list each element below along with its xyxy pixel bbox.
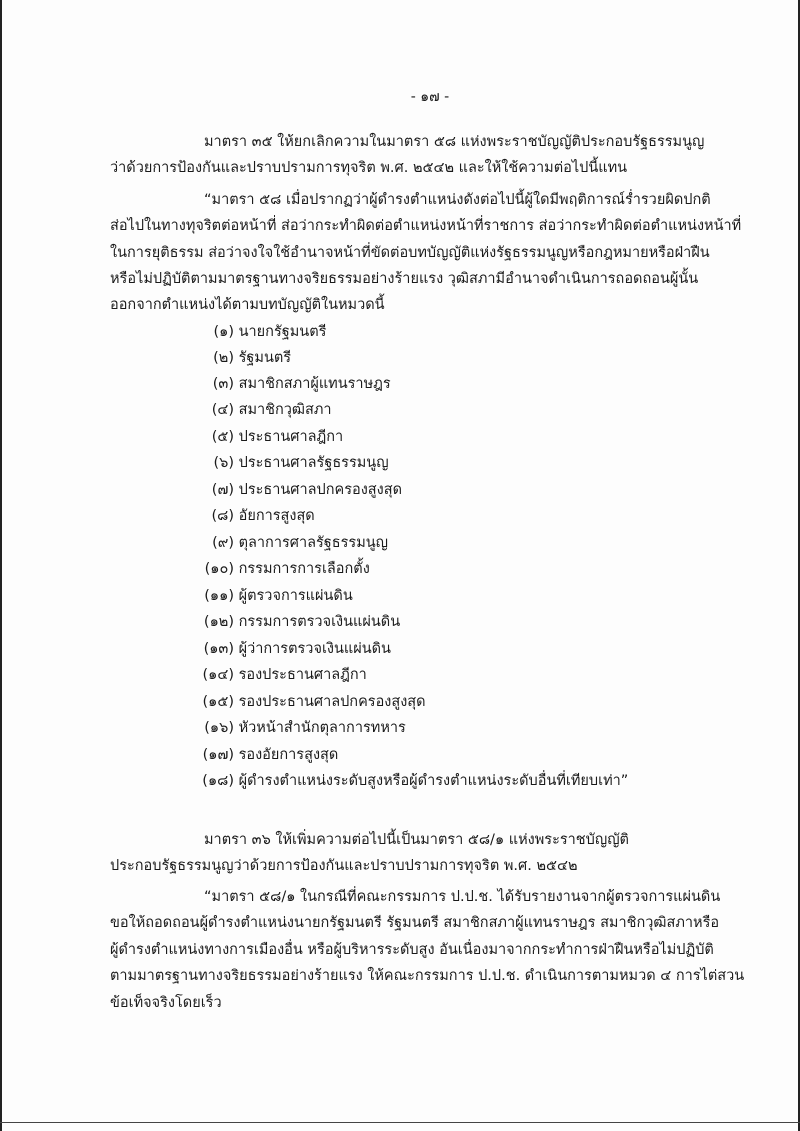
article58-1-line-3: ผู้ดำรงตำแหน่งทางการเมืองอื่น หรือผู้บริหารระดับสูง อันเนื่องมาจากกระทำการฝ่าฝืนหรือไม่ปฏิบัติ — [110, 942, 714, 958]
list-item — [202, 692, 425, 712]
list-item-text: ผู้ดำรงตำแหน่งระดับสูงหรือผู้ดำรงตำแหน่งระดับอื่นที่เทียบเท่า” — [238, 773, 629, 789]
list-item — [202, 771, 628, 791]
list-item-number: (๗) — [211, 482, 234, 498]
list-item-number: (๔) — [211, 402, 234, 418]
list-item-text: รองประธานศาลฎีกา — [238, 667, 367, 683]
list-item-number: (๑๒) — [203, 614, 234, 630]
list-item-number: (๖) — [213, 455, 234, 471]
article58-line-4: หรือไม่ปฏิบัติตามมาตรฐานทางจริยธรรมอย่างร้ายแรง วุฒิสภามีอำนาจดำเนินการถอดถอนผู้นั้น — [110, 271, 699, 287]
list-item — [202, 612, 400, 632]
list-item-number: (๒) — [213, 350, 234, 366]
list-item-number: (๑๑) — [204, 588, 234, 604]
article58-1-line-5: ข้อเท็จจริงโดยเร็ว — [110, 995, 222, 1011]
list-item-text: กรรมการตรวจเงินแผ่นดิน — [238, 614, 401, 630]
list-item-text: ตุลาการศาลรัฐธรรมนูญ — [238, 535, 389, 551]
article58-1-line-4: ตามมาตรฐานทางจริยธรรมอย่างร้ายแรง ให้คณะกรรมการ ป.ป.ช. ดำเนินการตามหมวด ๔ การไต่สวน — [110, 968, 745, 984]
list-item-number: (๘) — [211, 508, 234, 524]
list-item — [202, 533, 388, 553]
list-item-number: (๑๐) — [204, 561, 234, 577]
list-item-text: กรรมการการเลือกตั้ง — [238, 561, 370, 577]
article58-1-line-1: “มาตรา ๕๘/๑ ในกรณีที่คณะกรรมการ ป.ป.ช. ได้รับรายงานจากผู้ตรวจการแผ่นดิน — [204, 889, 721, 905]
list-item-number: (๑๖) — [204, 720, 234, 736]
list-item — [202, 348, 291, 368]
article58-line-3: ในการยุติธรรม ส่อว่าจงใจใช้อำนาจหน้าที่ขัดต่อบทบัญญัติแห่งรัฐธรรมนูญหรือกฎหมายหรือฝ่าฝืน — [110, 245, 710, 261]
list-item — [202, 374, 390, 394]
section35-line-2: ว่าด้วยการป้องกันและปราบปรามการทุจริต พ.ศ. ๒๕๔๒ และให้ใช้ความต่อไปนี้แทน — [110, 160, 628, 176]
list-item — [202, 559, 370, 579]
list-item-number: (๑๕) — [202, 694, 234, 710]
list-item — [202, 506, 314, 526]
section36-line-1: มาตรา ๓๖ ให้เพิ่มความต่อไปนี้เป็นมาตรา ๕๘/๑ แห่งพระราชบัญญัติ — [204, 832, 629, 848]
list-item-number: (๙) — [212, 535, 234, 551]
section36-line-2: ประกอบรัฐธรรมนูญว่าด้วยการป้องกันและปราบปรามการทุจริต พ.ศ. ๒๕๔๒ — [110, 858, 578, 874]
list-item-text: รัฐมนตรี — [238, 350, 292, 366]
list-item-text: สมาชิกวุฒิสภา — [238, 402, 332, 418]
list-item — [202, 665, 366, 685]
list-item — [202, 400, 331, 420]
list-item — [202, 586, 352, 606]
list-item-text: ผู้ว่าการตรวจเงินแผ่นดิน — [238, 641, 391, 657]
list-item-text: ประธานศาลฎีกา — [238, 429, 344, 445]
article58-1-line-2: ขอให้ถอดถอนผู้ดำรงตำแหน่งนายกรัฐมนตรี รัฐมนตรี สมาชิกสภาผู้แทนราษฎร สมาชิกวุฒิสภาหรือ — [110, 915, 720, 931]
list-item-number: (๑๓) — [203, 641, 234, 657]
scan-bottom-edge — [0, 1122, 800, 1123]
list-item-text: ผู้ตรวจการแผ่นดิน — [238, 588, 353, 604]
list-item-number: (๑๗) — [202, 747, 234, 763]
list-item-number: (๑๔) — [202, 667, 234, 683]
list-item-number: (๕) — [211, 429, 234, 445]
list-item-text: รองอัยการสูงสุด — [238, 747, 339, 763]
list-item — [202, 427, 343, 447]
article58-line-1: “มาตรา ๕๘ เมื่อปรากฏว่าผู้ดำรงตำแหน่งดังต่อไปนี้ผู้ใดมีพฤติการณ์ร่ำรวยผิดปกติ — [204, 192, 711, 208]
list-item-text: อัยการสูงสุด — [238, 508, 315, 524]
list-item — [202, 745, 338, 765]
article58-line-2: ส่อไปในทางทุจริตต่อหน้าที่ ส่อว่ากระทำผิดต่อตำแหน่งหน้าที่ราชการ ส่อว่ากระทำผิดต่อตำแหน่งหน้าที่ — [110, 218, 742, 234]
list-item — [202, 453, 388, 473]
list-item — [202, 639, 391, 659]
scan-left-edge — [0, 0, 2, 1131]
list-item — [202, 322, 326, 342]
list-item-text: รองประธานศาลปกครองสูงสุด — [238, 694, 426, 710]
list-item-text: หัวหน้าสำนักตุลาการทหาร — [238, 720, 406, 736]
list-item-number: (๑) — [213, 324, 234, 340]
list-item — [202, 718, 406, 738]
page-number: - ๑๗ - — [410, 89, 450, 105]
list-item-number: (๑๘) — [202, 773, 234, 789]
section35-line-1: มาตรา ๓๕ ให้ยกเลิกความในมาตรา ๕๘ แห่งพระราชบัญญัติประกอบรัฐธรรมนูญ — [204, 134, 705, 150]
list-item-text: ประธานศาลรัฐธรรมนูญ — [238, 455, 389, 471]
list-item-number: (๓) — [212, 376, 234, 392]
article58-line-5: ออกจากตำแหน่งได้ตามบทบัญญัติในหมวดนี้ — [110, 297, 385, 313]
list-item — [202, 480, 402, 500]
list-item-text: ประธานศาลปกครองสูงสุด — [238, 482, 402, 498]
list-item-text: สมาชิกสภาผู้แทนราษฎร — [238, 376, 391, 392]
list-item-text: นายกรัฐมนตรี — [238, 324, 327, 340]
